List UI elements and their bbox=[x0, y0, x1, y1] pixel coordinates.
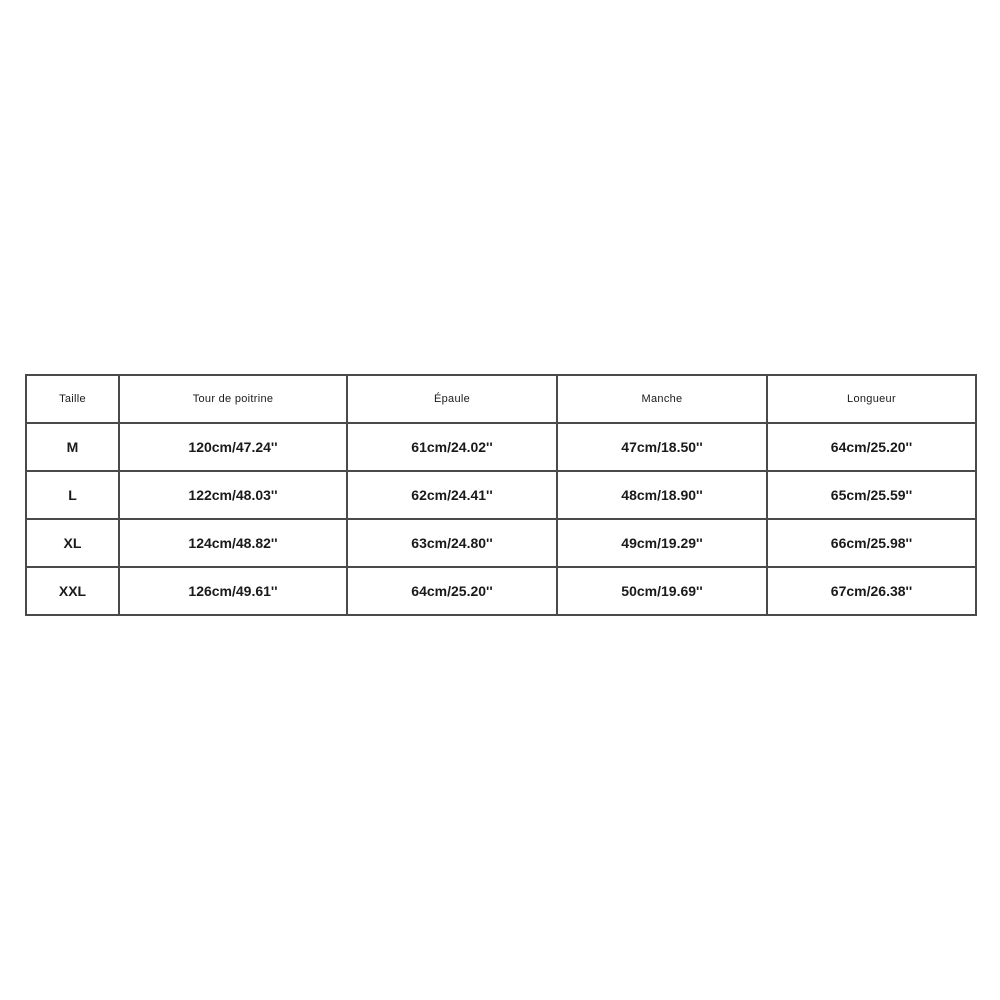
cell-size: L bbox=[26, 471, 119, 519]
cell-chest: 120cm/47.24'' bbox=[119, 423, 347, 471]
table-header-row bbox=[26, 375, 976, 423]
cell-length: 65cm/25.59'' bbox=[767, 471, 976, 519]
header-length: Longueur bbox=[767, 375, 976, 423]
header-sleeve: Manche bbox=[557, 375, 767, 423]
cell-size: XL bbox=[26, 519, 119, 567]
cell-sleeve: 48cm/18.90'' bbox=[557, 471, 767, 519]
cell-chest: 126cm/49.61'' bbox=[119, 567, 347, 615]
cell-shoulder: 63cm/24.80'' bbox=[347, 519, 557, 567]
cell-sleeve: 47cm/18.50'' bbox=[557, 423, 767, 471]
table-row bbox=[26, 471, 976, 519]
header-chest: Tour de poitrine bbox=[119, 375, 347, 423]
cell-chest: 122cm/48.03'' bbox=[119, 471, 347, 519]
header-size: Taille bbox=[26, 375, 119, 423]
cell-chest: 124cm/48.82'' bbox=[119, 519, 347, 567]
cell-shoulder: 61cm/24.02'' bbox=[347, 423, 557, 471]
cell-size: XXL bbox=[26, 567, 119, 615]
cell-shoulder: 64cm/25.20'' bbox=[347, 567, 557, 615]
size-chart-table bbox=[25, 374, 977, 616]
cell-shoulder: 62cm/24.41'' bbox=[347, 471, 557, 519]
header-shoulder: Épaule bbox=[347, 375, 557, 423]
cell-sleeve: 50cm/19.69'' bbox=[557, 567, 767, 615]
cell-sleeve: 49cm/19.29'' bbox=[557, 519, 767, 567]
table-row bbox=[26, 567, 976, 615]
cell-length: 66cm/25.98'' bbox=[767, 519, 976, 567]
cell-size: M bbox=[26, 423, 119, 471]
table-row bbox=[26, 423, 976, 471]
cell-length: 67cm/26.38'' bbox=[767, 567, 976, 615]
table-row bbox=[26, 519, 976, 567]
cell-length: 64cm/25.20'' bbox=[767, 423, 976, 471]
